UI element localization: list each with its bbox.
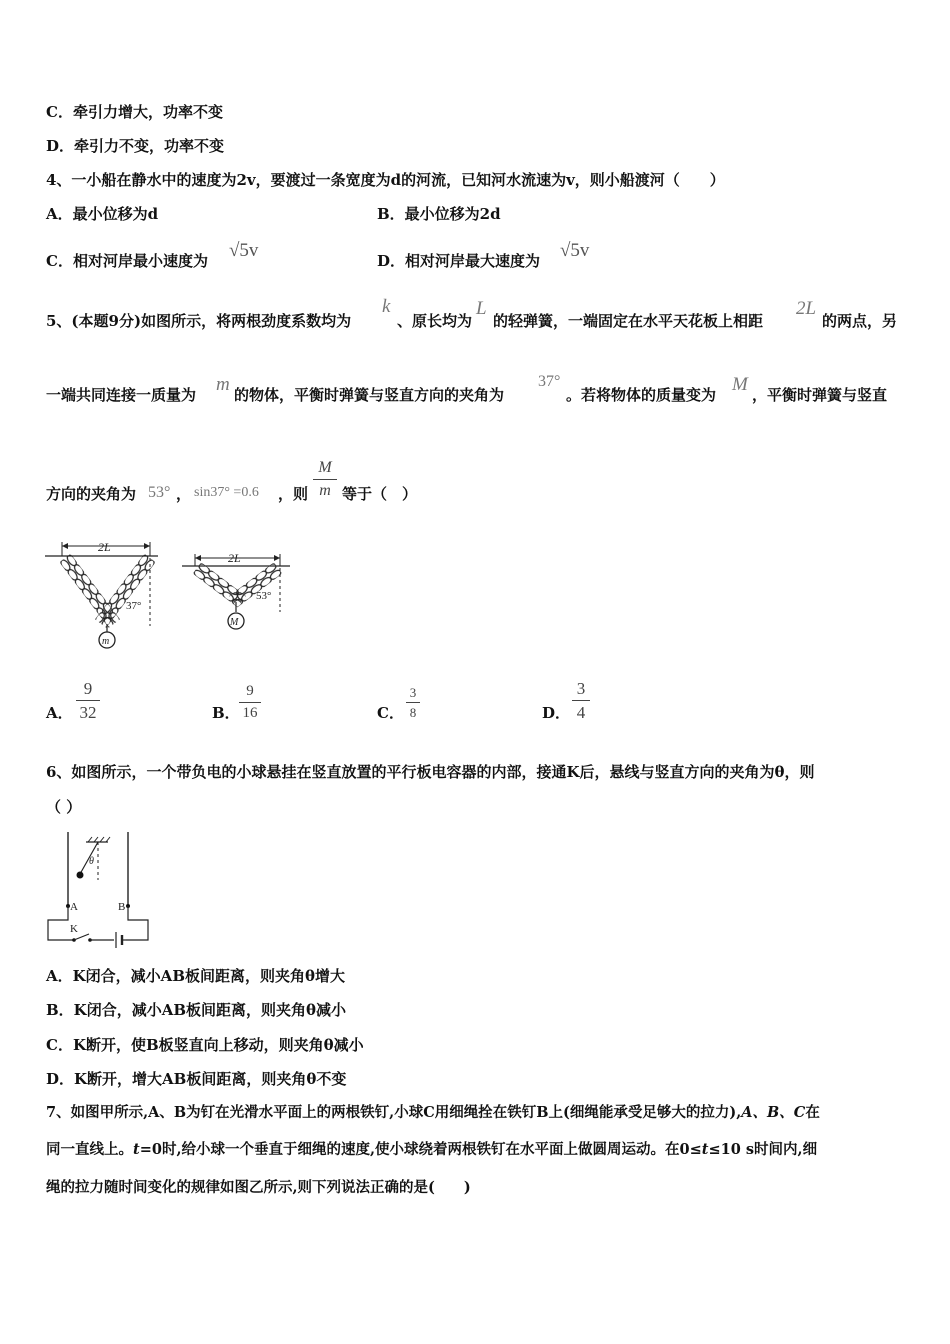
q5-option-c-fraction — [406, 686, 420, 719]
q5-option-a-den: 32 — [79, 703, 97, 722]
q5-line3-comma: ， — [176, 485, 192, 503]
q5-left-2L-label: 2L — [98, 540, 111, 554]
q5-option-a-fraction — [76, 680, 100, 721]
q5-option-d-num: 3 — [576, 679, 586, 698]
q5-line1-d: 的两点，另 — [822, 312, 898, 330]
q7-line2-c: ≤10 s时间内,细 — [708, 1141, 818, 1158]
q5-line1-b: 、原长均为 — [397, 312, 473, 330]
q5-left-dimension — [62, 540, 150, 556]
q4-option-c-text: C．相对河岸最小速度为 — [46, 252, 208, 270]
q5-left-angle-label: 37° — [126, 600, 142, 612]
q4-option-b: B．最小位移为2d — [377, 205, 501, 223]
q6-option-d: D．K断开，增大AB板间距离，则夹角θ不变 — [46, 1070, 347, 1088]
q5-option-b-num: 9 — [246, 683, 254, 699]
q5-symbol-M: M — [732, 374, 748, 395]
q5-option-c-den: 8 — [409, 705, 417, 720]
q7-line1 — [46, 1103, 820, 1123]
q5-symbol-k: k — [382, 296, 391, 317]
q4-option-c-sqrt: √5v — [229, 240, 259, 261]
q4-option-d-sqrt: √5v — [560, 240, 590, 261]
q5-angle-37: 37° — [538, 373, 561, 390]
q5-line2-c: 。若将物体的质量变为 — [566, 386, 717, 404]
q5-option-b-den: 16 — [242, 705, 258, 721]
q5-line2-d: ，平衡时弹簧与竖直 — [752, 386, 888, 404]
q5-symbol-2L: 2L — [796, 298, 817, 319]
q6-stem-line2: （ ） — [46, 798, 82, 816]
q6-option-c: C．K断开，使B板竖直向上移动，则夹角θ减小 — [46, 1036, 364, 1054]
q5-right-2L-label: 2L — [228, 551, 241, 565]
q7-line1-c: 在 — [805, 1104, 820, 1121]
q5-fraction-den: m — [319, 482, 331, 499]
q5-symbol-L: L — [476, 298, 487, 319]
q7-line2-a: 同一直线上。 — [46, 1141, 133, 1158]
q7-line2-t: t — [133, 1141, 140, 1158]
q6-charged-ball — [77, 872, 84, 879]
q4-stem: 4、一小船在静水中的速度为2v，要渡过一条宽度为d的河流，已知河水流速为v，则小船渡河（ ） — [46, 171, 725, 189]
q6-label-a: A — [70, 901, 78, 913]
q5-option-c-label: C． — [377, 704, 404, 722]
q4-option-d — [377, 251, 540, 271]
q3-option-c: C．牵引力增大，功率不变 — [46, 103, 223, 121]
q5-line2-a: 一端共同连接一质量为 — [46, 386, 197, 404]
q5-fraction-M-over-m — [313, 460, 337, 499]
q5-spring-figure — [40, 536, 300, 656]
q5-fraction-num: M — [318, 459, 332, 476]
q6-label-k: K — [70, 923, 78, 935]
q7-line1-abc: A、B、C — [741, 1104, 806, 1121]
q6-theta-label: θ — [89, 856, 94, 867]
q4-option-c — [46, 251, 208, 271]
q6-option-b: B．K闭合，减小AB板间距离，则夹角θ减小 — [46, 1001, 347, 1019]
q3-option-d: D．牵引力不变，功率不变 — [46, 137, 225, 155]
q5-left-mass-label: m — [102, 636, 110, 647]
q5-option-a-num: 9 — [83, 679, 93, 698]
q5-option-d-fraction — [572, 680, 590, 721]
q5-option-a-label: A． — [46, 704, 73, 722]
q5-left-spring-right — [95, 554, 156, 628]
q5-option-b-fraction — [239, 684, 261, 721]
q5-option-d-label: D． — [542, 704, 571, 722]
q5-right-angle-label: 53° — [256, 590, 272, 602]
q7-line1-a: 7、如图甲所示,A、B为钉在光滑水平面上的两根铁钉,小球C用细绳拴在铁钉B上(细绳能承受足够大的拉力), — [46, 1104, 742, 1121]
q7-line2-b: =0时,给小球一个垂直于细绳的速度,使小球绕着两根铁钉在水平面上做圆周运动。在0≤ — [139, 1141, 702, 1158]
q5-option-d-den: 4 — [576, 703, 586, 722]
q5-line2-b: 的物体，平衡时弹簧与竖直方向的夹角为 — [234, 386, 505, 404]
q5-sin37: sin37° =0.6 — [194, 485, 259, 500]
q5-line1-c: 的轻弹簧，一端固定在水平天花板上相距 — [493, 312, 764, 330]
q6-stem-line1: 6、如图所示，一个带负电的小球悬挂在竖直放置的平行板电容器的内部，接通K后，悬线与竖直方向的夹角为θ，则 — [46, 763, 815, 781]
q7-line3: 绳的拉力随时间变化的规律如图乙所示,则下列说法正确的是( ) — [46, 1179, 471, 1196]
q6-label-b: B — [118, 901, 126, 913]
q5-option-b-label: B． — [212, 704, 240, 722]
q5-angle-53: 53° — [148, 484, 171, 501]
q6-option-a: A．K闭合，减小AB板间距离，则夹角θ增大 — [46, 967, 345, 985]
q4-option-d-text: D．相对河岸最大速度为 — [377, 252, 541, 270]
q5-line3-a: 方向的夹角为 — [46, 485, 137, 503]
q5-line3-b: ，则 — [278, 485, 309, 503]
q5-right-dimension — [195, 551, 280, 566]
q7-line2-t2: t — [701, 1141, 709, 1158]
q5-line1-a: 5、(本题9分)如图所示，将两根劲度系数均为 — [46, 312, 352, 330]
q5-right-mass-label: M — [230, 617, 239, 628]
q6-capacitor-figure — [44, 828, 154, 948]
q4-option-a: A．最小位移为d — [46, 205, 159, 223]
q7-line2 — [46, 1140, 817, 1160]
q5-symbol-m: m — [216, 374, 230, 395]
q5-line3-c: 等于（ ） — [342, 485, 418, 503]
q5-option-c-num: 3 — [409, 685, 417, 700]
